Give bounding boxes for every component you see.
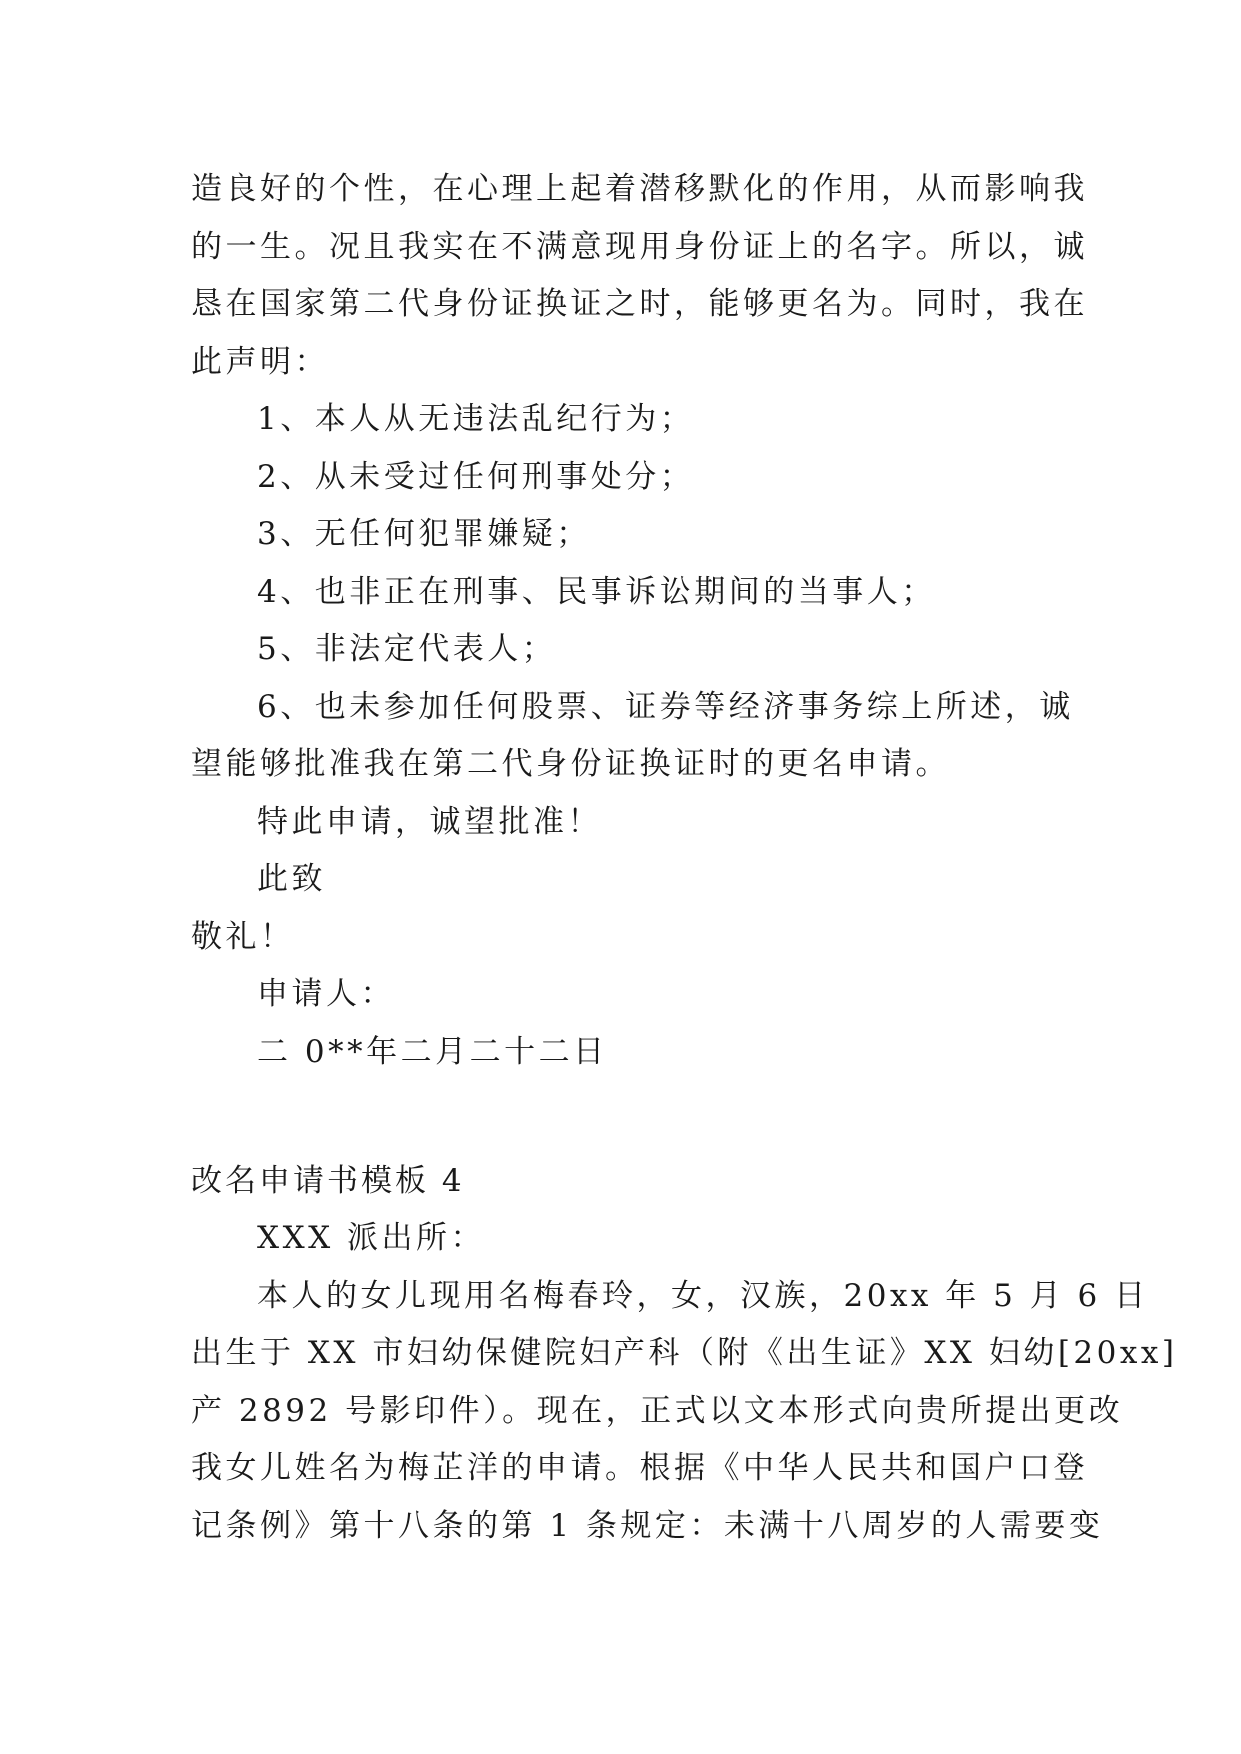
- paragraph-line: 恳在国家第二代身份证换证之时，能够更名为。同时，我在: [191, 286, 1088, 322]
- paragraph-line: 的一生。况且我实在不满意现用身份证上的名字。所以，诚: [191, 228, 1088, 265]
- declaration-item-continuation: 望能够批准我在第二代身份证换证时的更名申请。: [191, 746, 950, 782]
- declaration-item: 1、本人从无违法乱纪行为；: [257, 401, 695, 437]
- declaration-item: 4、也非正在刑事、民事诉讼期间的当事人；: [257, 573, 936, 610]
- declaration-item: 6、也未参加任何股票、证券等经济事务综上所述，诚: [257, 688, 1074, 725]
- closing-regards: 敬礼！: [191, 918, 295, 955]
- declaration-item: 2、从未受过任何刑事处分；: [257, 458, 695, 495]
- declaration-item: 3、无任何犯罪嫌疑；: [257, 516, 591, 552]
- application-template-4: [191, 1210, 1178, 1555]
- closing-salutation: 此致: [257, 861, 326, 897]
- paragraph-line: 产 2892 号影印件）。现在，正式以文本形式向贵所提出更改: [191, 1392, 1124, 1429]
- application-body-continued: [191, 161, 1088, 1081]
- paragraph-line: 我女儿姓名为梅芷洋的申请。根据《中华人民共和国户口登: [191, 1450, 1088, 1486]
- paragraph-line: 本人的女儿现用名梅春玲，女，汉族，20xx 年 5 月 6 日: [257, 1277, 1149, 1314]
- addressee: XXX 派出所：: [257, 1220, 486, 1256]
- section-title: 改名申请书模板 4: [191, 1163, 465, 1199]
- paragraph-line: 此声明：: [191, 343, 329, 380]
- paragraph-line: 出生于 XX 市妇幼保健院妇产科（附《出生证》XX 妇幼[20xx]: [191, 1335, 1178, 1371]
- declaration-item: 5、非法定代表人；: [257, 631, 557, 667]
- paragraph-line: 造良好的个性，在心理上起着潜移默化的作用，从而影响我: [191, 171, 1088, 207]
- applicant-label: 申请人：: [257, 976, 395, 1012]
- paragraph-line: 记条例》第十八条的第 1 条规定：未满十八周岁的人需要变: [191, 1507, 1104, 1544]
- application-date: 二 0**年二月二十二日: [257, 1033, 608, 1070]
- request-statement: 特此申请，诚望批准！: [257, 803, 602, 840]
